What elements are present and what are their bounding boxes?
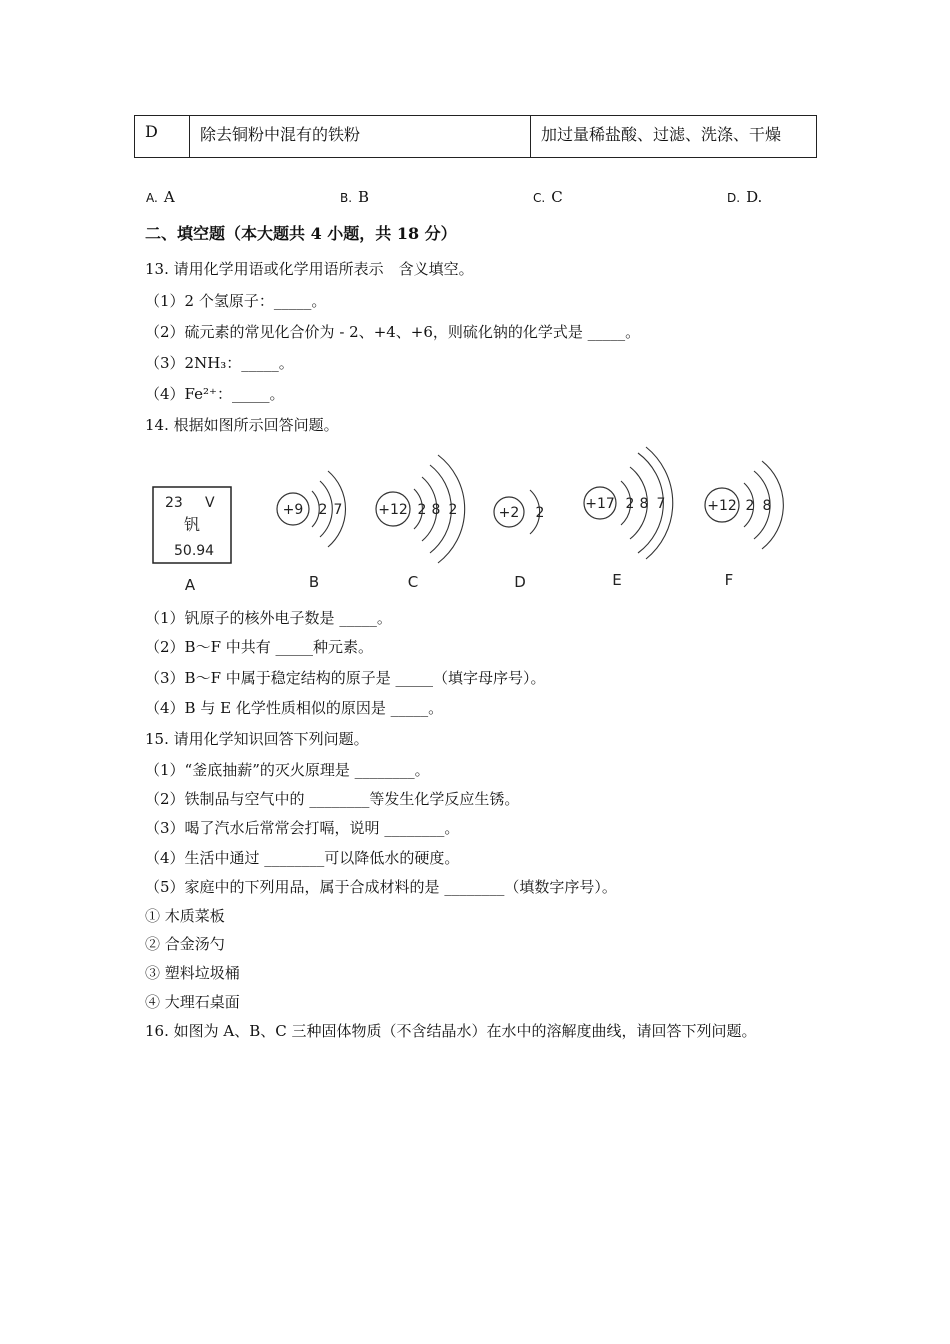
q15-item-2: （2）铁制品与空气中的 ________等发生化学反应生锈。 bbox=[145, 790, 520, 808]
q14-item-2: （2）B～F 中共有 _____种元素。 bbox=[145, 638, 374, 656]
shell-count: 8 bbox=[762, 498, 772, 514]
element-symbol: V bbox=[205, 495, 215, 511]
shell-count: 8 bbox=[639, 496, 649, 512]
shell-count: 2 bbox=[745, 498, 755, 514]
shell-count: 2 bbox=[625, 496, 635, 512]
q15-option-4: ④ 大理石桌面 bbox=[145, 993, 240, 1011]
nucleus-c-label: +12 bbox=[378, 502, 408, 518]
section-heading: 二、填空题（本大题共 4 小题，共 18 分） bbox=[145, 224, 457, 243]
shell-count: 2 bbox=[448, 502, 458, 518]
row-method: 加过量稀盐酸、过滤、洗涤、干燥 bbox=[531, 116, 817, 158]
q15-item-3: （3）喝了汽水后常常会打嗝，说明 ________。 bbox=[145, 819, 460, 837]
q14-item-1: （1）钒原子的核外电子数是 _____。 bbox=[145, 609, 392, 627]
choice-a[interactable]: A. A bbox=[146, 188, 175, 206]
q15-item-4: （4）生活中通过 ________可以降低水的硬度。 bbox=[145, 849, 460, 867]
atom-label-b: B bbox=[308, 573, 320, 591]
shell-count: 8 bbox=[431, 502, 441, 518]
atom-structure-figure bbox=[140, 445, 800, 595]
q15-stem: 15. 请用化学知识回答下列问题。 bbox=[145, 730, 369, 748]
q13-item-3: （3）2NH₃：_____。 bbox=[145, 354, 294, 372]
q15-option-1: ① 木质菜板 bbox=[145, 907, 225, 925]
q14-item-4: （4）B 与 E 化学性质相似的原因是 _____。 bbox=[145, 699, 444, 717]
q13-item-2: （2）硫元素的常见化合价为 - 2、+4、+6，则硫化钠的化学式是 _____。 bbox=[145, 323, 641, 341]
options-table bbox=[134, 115, 817, 158]
choice-b[interactable]: B. B bbox=[340, 188, 370, 206]
nucleus-b-label: +9 bbox=[282, 502, 304, 518]
element-name: 钒 bbox=[184, 515, 201, 534]
atom-label-d: D bbox=[514, 573, 526, 591]
nucleus-e-label: +17 bbox=[585, 496, 615, 512]
q13-item-4: （4）Fe²⁺：_____。 bbox=[145, 385, 285, 403]
q13-item-1: （1）2 个氢原子：_____。 bbox=[145, 292, 327, 310]
q16-stem: 16. 如图为 A、B、C 三种固体物质（不含结晶水）在水中的溶解度曲线，请回答下列问题。 bbox=[145, 1022, 757, 1040]
q14-item-3: （3）B～F 中属于稳定结构的原子是 _____（填字母序号）。 bbox=[145, 669, 546, 687]
shell-count: 2 bbox=[417, 502, 427, 518]
choice-d[interactable]: D. D. bbox=[727, 188, 763, 206]
atom-label-c: C bbox=[407, 573, 419, 591]
atom-label-a: A bbox=[184, 576, 196, 594]
element-mass: 50.94 bbox=[174, 543, 215, 559]
q15-option-2: ② 合金汤勺 bbox=[145, 935, 225, 953]
atom-label-e: E bbox=[612, 571, 622, 589]
shell-count: 7 bbox=[656, 496, 666, 512]
row-task: 除去铜粉中混有的铁粉 bbox=[190, 116, 531, 158]
shell-count: 2 bbox=[318, 502, 328, 518]
choice-c[interactable]: C. C bbox=[533, 188, 563, 206]
shell-count: 2 bbox=[535, 505, 545, 521]
nucleus-d-label: +2 bbox=[498, 505, 520, 521]
q14-stem: 14. 根据如图所示回答问题。 bbox=[145, 416, 339, 434]
row-label: D bbox=[135, 116, 190, 158]
shell-count: 7 bbox=[333, 502, 343, 518]
q15-option-3: ③ 塑料垃圾桶 bbox=[145, 964, 240, 982]
atom-label-f: F bbox=[724, 571, 734, 589]
q13-stem: 13. 请用化学用语或化学用语所表示 含义填空。 bbox=[145, 260, 474, 278]
nucleus-f-label: +12 bbox=[707, 498, 737, 514]
table-row bbox=[135, 116, 817, 158]
q15-item-5: （5）家庭中的下列用品，属于合成材料的是 ________（填数字序号）。 bbox=[145, 878, 617, 896]
element-number: 23 bbox=[165, 495, 183, 511]
q15-item-1: （1）“釜底抽薪”的灭火原理是 ________。 bbox=[145, 761, 430, 779]
